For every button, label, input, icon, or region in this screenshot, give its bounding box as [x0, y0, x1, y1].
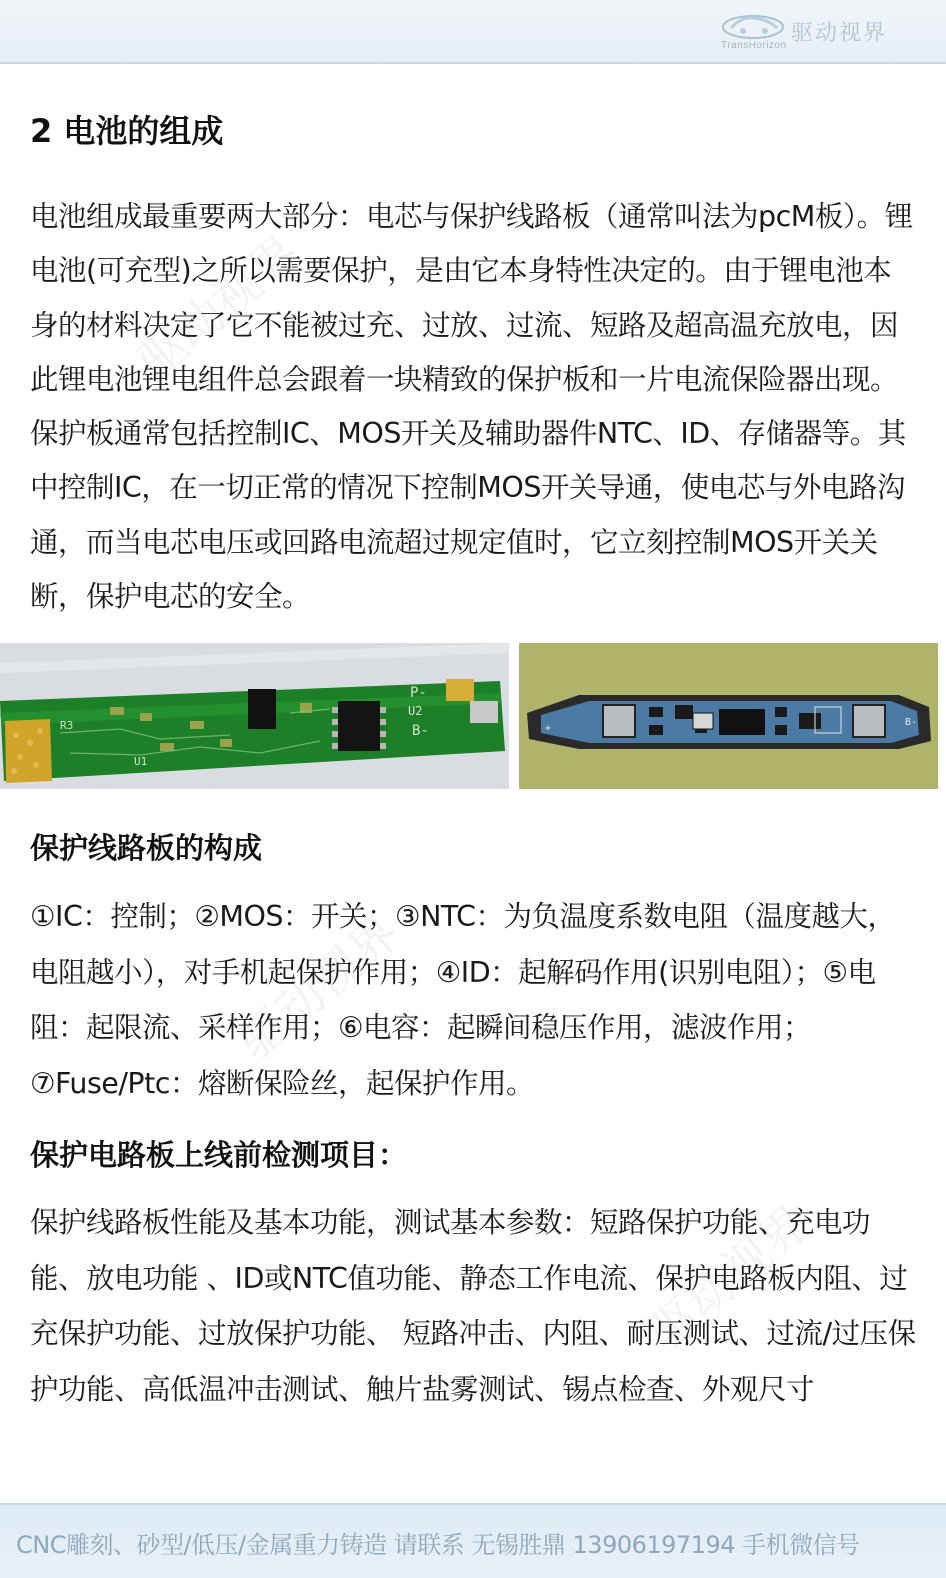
silk-label: B- [905, 717, 918, 728]
inspection-paragraph: 保护线路板性能及基本功能，测试基本参数：短路保护功能、充电功能、放电功能 、ID或NTC值功能、静态工作电流、保护电路板内阻、过充保护功能、过放保护功能、 短路冲击、内阻、耐压测试、过流/过压保护功能、高低温冲击测试、触片盐雾测试、锡点检查、外观尺寸 [30, 1206, 916, 1406]
watermark: 驱动视界 [127, 224, 311, 392]
watermark: 驱动视界 [227, 904, 411, 1072]
section-heading-composition: 保护线路板的构成 [30, 831, 263, 865]
logo-english-text: TransHorizon [721, 40, 787, 51]
silk-label: U2 [408, 704, 423, 718]
page-title: 2 电池的组成 [30, 112, 224, 150]
silk-label: U1 [134, 755, 148, 768]
footer-contact-text: CNC雕刻、砂型/低压/金属重力铸造 请联系 无锡胜鼎 13906197194 手机微信号 [16, 1531, 860, 1559]
pcb-photo-blue [519, 643, 938, 789]
brand-logo [721, 12, 906, 52]
page-header [0, 0, 946, 64]
page-footer [0, 1503, 946, 1578]
svg-text:+: + [545, 723, 552, 734]
section-heading-inspection: 保护电路板上线前检测项目： [30, 1138, 408, 1172]
silk-label: R3 [60, 719, 74, 732]
silk-label: P- [410, 685, 427, 701]
logo-chinese-text: 驱动视界 [791, 21, 888, 46]
composition-paragraph: ①IC：控制；②MOS：开关；③NTC：为负温度系数电阻（温度越大，电阻越小），对手机起保护作用；④ID：起解码作用(识别电阻）；⑤电阻：起限流、采样作用；⑥电容：起瞬间稳压作用，滤波作用；⑦Fuse/Ptc：熔断保险丝，起保护作用。 [30, 900, 896, 1100]
intro-paragraph: 电池组成最重要两大部分：电芯与保护线路板（通常叫法为pcM板）。锂电池(可充型)之所以需要保护，是由它本身特性决定的。由于锂电池本身的材料决定了它不能被过充、过放、过流、短路及超高温充放电，因此锂电池锂电组件总会跟着一块精致的保护板和一片电流保险器出现。保护板通常包括控制IC、MOS开关及辅助器件NTC、ID、存储器等。其中控制IC，在一切正常的情况下控制MOS开关导通，使电芯与外电路沟通，而当电芯电压或回路电流超过规定值时，它立刻控制MOS开关关断，保护电芯的安全。 [30, 200, 913, 614]
car-logo-icon [721, 12, 785, 42]
watermark: 驱动视界 [637, 1194, 821, 1362]
silk-label: B- [412, 723, 429, 739]
pcb-photo-green [0, 643, 509, 789]
